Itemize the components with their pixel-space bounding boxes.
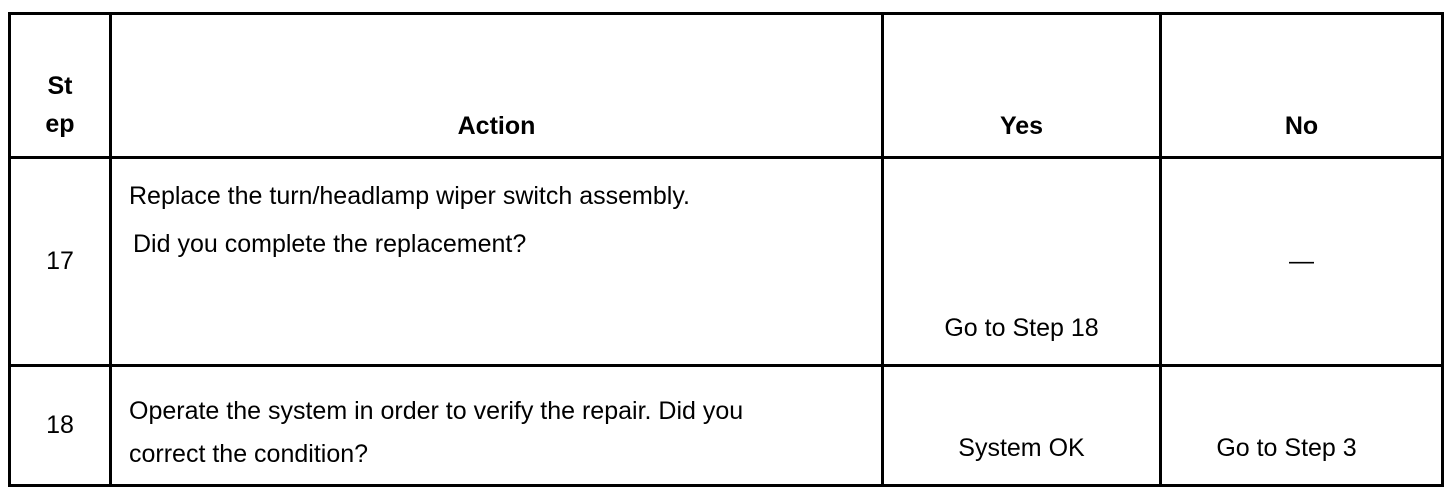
action-text: Replace the turn/headlamp wiper switch assembly. bbox=[129, 182, 690, 210]
action-question: correct the condition? bbox=[129, 440, 369, 468]
yes-result: System OK bbox=[883, 366, 1161, 486]
no-result: Go to Step 3 bbox=[1161, 366, 1443, 486]
step-header-line1: St bbox=[47, 71, 73, 100]
yes-column-header: Yes bbox=[883, 14, 1161, 158]
step-number: 17 bbox=[10, 158, 111, 366]
table-row bbox=[10, 158, 1443, 366]
no-column-header: No bbox=[1161, 14, 1443, 158]
table-row bbox=[10, 366, 1443, 486]
action-cell bbox=[111, 158, 883, 366]
step-column-header bbox=[10, 14, 111, 158]
diagnostic-steps-table bbox=[8, 12, 1444, 487]
action-text: Operate the system in order to verify the repair. Did you bbox=[129, 397, 744, 425]
diagnostic-table-container bbox=[8, 12, 1441, 487]
step-header-line2: ep bbox=[45, 110, 75, 139]
action-question: Did you complete the replacement? bbox=[133, 230, 527, 259]
no-result: — bbox=[1161, 158, 1443, 366]
action-cell bbox=[111, 366, 883, 486]
table-header-row bbox=[10, 14, 1443, 158]
yes-result: Go to Step 18 bbox=[883, 158, 1161, 366]
action-column-header: Action bbox=[111, 14, 883, 158]
step-number: 18 bbox=[10, 366, 111, 486]
